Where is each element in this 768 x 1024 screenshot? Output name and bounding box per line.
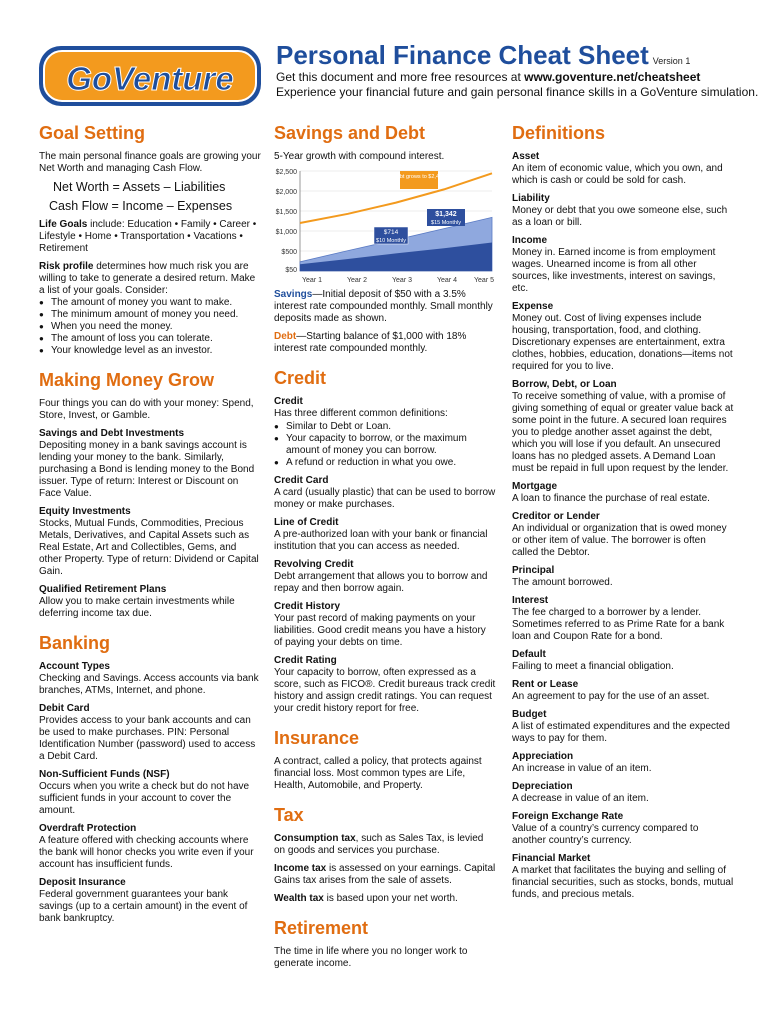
definition-text: An individual or organization that is owed money or other item of value. The borrower is often called the Debtor.	[512, 523, 727, 558]
risk-profile: Risk profile determines how much risk you are willing to take to generate a desired return. Make a list of your goals. Consider:	[39, 261, 256, 296]
debit-card-text: Provides access to your bank accounts and can be used to make purchases. PIN: Personal Identification Number (password) used to access a Debit Card.	[39, 715, 256, 762]
savings-debt-investments-text: Depositing money in a bank savings account is lending your money to the bank. Similarly, purchasing a Bond is lending money to the Bond issuer. Type of return: Interest or Discount on Face Value.	[39, 440, 255, 499]
nsf-term: Non-Sufficient Funds (NSF)	[39, 769, 170, 780]
y-tick-label: $50	[285, 267, 297, 274]
credit-history-text: Your past record of making payments on your liabilities. Good credit means you have a history of paying your debts on time.	[274, 613, 486, 648]
definitions-list	[512, 151, 734, 901]
insurance-heading: Insurance	[274, 728, 360, 748]
column-middle	[274, 122, 496, 976]
making-money-grow-heading: Making Money Grow	[39, 370, 215, 390]
x-tick-label: Year 3	[392, 277, 412, 284]
debit-card-term: Debit Card	[39, 703, 90, 714]
resource-link[interactable]: www.goventure.net/cheatsheet	[524, 70, 701, 84]
y-tick-label: $1,500	[275, 209, 297, 216]
savings-debt-chart	[272, 165, 496, 287]
logo-text: GoVenture	[66, 60, 234, 97]
credit-card-text: A card (usually plastic) that can be used to borrow money or make purchases.	[274, 487, 496, 510]
column-right	[512, 122, 734, 907]
credit-intro: Has three different common definitions:	[274, 408, 448, 419]
column-left	[39, 122, 261, 931]
y-tick-label: $500	[281, 249, 297, 256]
x-tick-label: Year 5	[474, 277, 494, 284]
list-item: ● The amount of money you want to make.	[39, 297, 261, 309]
credit-rating-term: Credit Rating	[274, 655, 337, 666]
definition-text: A market that facilitates the buying and selling of financial securities, such as stocks, bonds, mutual funds, and precious metals.	[512, 865, 734, 900]
savings10-label: $10 Monthly	[376, 238, 406, 244]
definition-term: Income	[512, 235, 548, 246]
wealth-tax: Wealth tax is based upon your net worth.	[274, 893, 458, 904]
deposit-insurance-term: Deposit Insurance	[39, 877, 126, 888]
equity-investments-text: Stocks, Mutual Funds, Commodities, Precious Metals, Derivatives, and Capital Assets such as Real Estate, Art and Collectibles, Gems, and other Property. Type of return: Dividend or Capital Gain.	[39, 518, 259, 577]
header-subtitle: Get this document and more free resources at www.goventure.net/cheatsheet Experience your financial future and gain personal finance skills in a GoVenture simulation.	[276, 70, 759, 99]
goal-setting-heading: Goal Setting	[39, 123, 146, 143]
definition-text: The amount borrowed.	[512, 577, 613, 588]
nsf-text: Occurs when you write a check but do not have sufficient funds in your account to cover the amount.	[39, 781, 250, 816]
definition-term: Interest	[512, 595, 549, 606]
definition-term: Creditor or Lender	[512, 511, 600, 522]
definition-text: A loan to finance the purchase of real estate.	[512, 493, 710, 504]
definition-text: Money in. Earned income is from employment wages. Unearned income is from all other sources, like investments, interest on savings, etc.	[512, 247, 716, 294]
list-item: ● When you need the money.	[39, 321, 261, 333]
definition-text: An item of economic value, which you own, and which is cash or could be sold for cash.	[512, 163, 723, 186]
list-item: ● The minimum amount of money you need.	[39, 309, 261, 321]
credit-card-term: Credit Card	[274, 475, 329, 486]
retirement-heading: Retirement	[274, 918, 369, 938]
definition-term: Foreign Exchange Rate	[512, 811, 624, 822]
account-types-text: Checking and Savings. Access accounts via bank branches, ATMs, Internet, and phone.	[39, 673, 259, 696]
definition-text: An agreement to pay for the use of an asset.	[512, 691, 710, 702]
definition-text: An increase in value of an item.	[512, 763, 652, 774]
savings10-value: $714	[383, 229, 399, 236]
definition-term: Mortgage	[512, 481, 557, 492]
y-tick-label: $2,000	[275, 189, 297, 196]
definition-term: Borrow, Debt, or Loan	[512, 379, 617, 390]
savings-debt-investments-term: Savings and Debt Investments	[39, 428, 185, 439]
goventure-logo	[36, 40, 264, 112]
insurance-text: A contract, called a policy, that protects against financial loss. Most common types are Life, Health, Automobile, and Property.	[274, 756, 482, 791]
definitions-heading: Definitions	[512, 123, 605, 143]
income-tax: Income tax is assessed on your earnings. Capital Gains tax arises from the sale of assets.	[274, 863, 496, 886]
line-of-credit-text: A pre-authorized loan with your bank or financial institution that you can access as needed.	[274, 529, 488, 552]
chart-intro: 5-Year growth with compound interest.	[274, 151, 445, 162]
list-item: ● The amount of loss you can tolerate.	[39, 333, 261, 345]
debt-note: Debt—Starting balance of $1,000 with 18% interest rate compounded monthly.	[274, 331, 467, 354]
deposit-insurance-text: Federal government guarantees your bank savings (up to a certain amount) in the event of bank bankruptcy.	[39, 889, 248, 924]
definition-text: To receive something of value, with a promise of giving something of equal or greater value back at some point in the future. A secured loan requires you to pledge another asset against the debt, which you will lose if you default. An unsecured loans has no pledged assets. A Demand Loan must be repaid in full upon request by the lender.	[512, 391, 734, 474]
y-tick-label: $2,500	[275, 169, 297, 176]
definition-term: Default	[512, 649, 546, 660]
version-label: Version 1	[652, 56, 691, 66]
savings15-label: $15 Monthly	[431, 220, 461, 226]
x-tick-label: Year 1	[302, 277, 322, 284]
tax-heading: Tax	[274, 805, 304, 825]
retirement-text: The time in life where you no longer work to generate income.	[274, 946, 468, 969]
definition-text: Failing to meet a financial obligation.	[512, 661, 674, 672]
credit-history-term: Credit History	[274, 601, 341, 612]
definition-text: A list of estimated expenditures and the expected ways to pay for them.	[512, 721, 730, 744]
goal-intro: The main personal finance goals are growing your Net Worth and managing Cash Flow.	[39, 151, 261, 174]
net-worth-equation: Net Worth = Assets – Liabilities	[53, 180, 226, 194]
definition-text: Value of a country’s currency compared to another country’s currency.	[512, 823, 699, 846]
grow-intro: Four things you can do with your money: Spend, Store, Invest, or Gamble.	[39, 398, 254, 421]
definition-term: Rent or Lease	[512, 679, 579, 690]
x-tick-label: Year 2	[347, 277, 367, 284]
definition-term: Principal	[512, 565, 555, 576]
credit-heading: Credit	[274, 368, 327, 388]
consumption-tax: Consumption tax, such as Sales Tax, is levied on goods and services you purchase.	[274, 833, 484, 856]
definition-term: Financial Market	[512, 853, 591, 864]
account-types-term: Account Types	[39, 661, 110, 672]
page-title: Personal Finance Cheat Sheet Version 1	[276, 40, 691, 70]
list-item: ● Similar to Debt or Loan.	[274, 421, 496, 433]
list-item: ● A refund or reduction in what you owe.	[274, 457, 496, 469]
list-item: ● Your capacity to borrow, or the maximum amount of money you can borrow.	[274, 433, 496, 457]
definition-term: Appreciation	[512, 751, 574, 762]
definition-term: Budget	[512, 709, 547, 720]
line-of-credit-term: Line of Credit	[274, 517, 339, 528]
debt-callout-label: Debt grows to $2,443	[392, 174, 446, 180]
definition-term: Depreciation	[512, 781, 573, 792]
credit-rating-text: Your capacity to borrow, often expressed as a score, such as FICO®. Credit bureaus track credit history and assign credit ratings. You can request your credit history report for free.	[274, 667, 496, 714]
y-tick-label: $1,000	[275, 229, 297, 236]
retirement-plans-text: Allow you to make certain investments while deferring income tax due.	[39, 596, 235, 619]
savings15-value: $1,342	[435, 211, 457, 218]
cash-flow-equation: Cash Flow = Income – Expenses	[49, 199, 233, 213]
credit-list	[274, 421, 496, 469]
life-goals: Life Goals include: Education • Family • Career • Lifestyle • Home • Transportation • Vacations • Retirement	[39, 219, 257, 254]
credit-term: Credit	[274, 396, 303, 407]
revolving-credit-term: Revolving Credit	[274, 559, 354, 570]
definition-text: Money or debt that you owe someone else, such as a loan or bill.	[512, 205, 728, 228]
overdraft-term: Overdraft Protection	[39, 823, 137, 834]
definition-text: The fee charged to a borrower by a lender. Sometimes referred to as Prime Rate for a bank loan and Coupon Rate for a bond.	[512, 607, 725, 642]
savings-and-debt-heading: Savings and Debt	[274, 123, 426, 143]
risk-list	[39, 297, 261, 357]
x-tick-label: Year 4	[437, 277, 457, 284]
retirement-plans-term: Qualified Retirement Plans	[39, 584, 167, 595]
banking-heading: Banking	[39, 633, 111, 653]
definition-text: A decrease in value of an item.	[512, 793, 649, 804]
list-item: ● Your knowledge level as an investor.	[39, 345, 261, 357]
overdraft-text: A feature offered with checking accounts where the bank will honor checks you write even if your account has insufficient funds.	[39, 835, 254, 870]
equity-investments-term: Equity Investments	[39, 506, 131, 517]
definition-term: Liability	[512, 193, 550, 204]
definition-term: Asset	[512, 151, 540, 162]
revolving-credit-text: Debt arrangement that allows you to borrow and repay and then borrow again.	[274, 571, 488, 594]
savings-note: Savings—Initial deposit of $50 with a 3.5% interest rate compounded monthly. Small monthly deposits made as shown.	[274, 289, 493, 324]
definition-text: Money out. Cost of living expenses include housing, transportation, food, and clothing. Discretionary expenses are entertainment, extra clothes, hobbies, education, donations—items not required for you to live.	[512, 313, 733, 372]
definition-term: Expense	[512, 301, 554, 312]
